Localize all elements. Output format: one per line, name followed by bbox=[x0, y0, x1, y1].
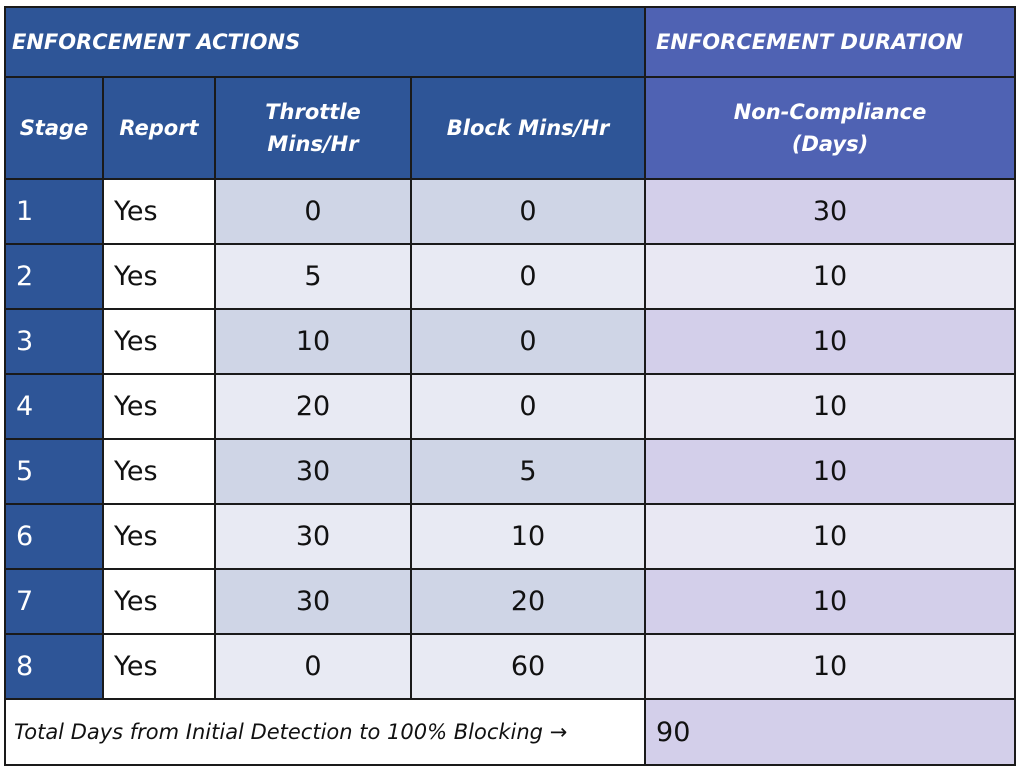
table-row bbox=[5, 634, 1015, 699]
days-cell: 10 bbox=[645, 439, 1015, 504]
table-row bbox=[5, 569, 1015, 634]
stage-cell: 3 bbox=[5, 309, 103, 374]
enforcement-table bbox=[4, 6, 1016, 766]
table-row bbox=[5, 439, 1015, 504]
throttle-cell: 20 bbox=[215, 374, 411, 439]
throttle-cell: 30 bbox=[215, 569, 411, 634]
throttle-header-line2: Mins/Hr bbox=[267, 132, 359, 156]
report-column-header: Report bbox=[103, 77, 215, 179]
stage-cell: 2 bbox=[5, 244, 103, 309]
throttle-cell: 5 bbox=[215, 244, 411, 309]
days-cell: 10 bbox=[645, 634, 1015, 699]
block-cell: 10 bbox=[411, 504, 645, 569]
stage-cell: 8 bbox=[5, 634, 103, 699]
noncompliance-header-line1: Non-Compliance bbox=[733, 100, 927, 124]
block-cell: 20 bbox=[411, 569, 645, 634]
noncompliance-header-line2: (Days) bbox=[791, 132, 869, 156]
throttle-cell: 30 bbox=[215, 439, 411, 504]
total-days-value: 90 bbox=[645, 699, 1015, 765]
stage-cell: 1 bbox=[5, 179, 103, 244]
stage-column-header: Stage bbox=[5, 77, 103, 179]
stage-cell: 5 bbox=[5, 439, 103, 504]
block-cell: 5 bbox=[411, 439, 645, 504]
block-cell: 0 bbox=[411, 244, 645, 309]
throttle-cell: 0 bbox=[215, 634, 411, 699]
block-column-header: Block Mins/Hr bbox=[411, 77, 645, 179]
table-row bbox=[5, 179, 1015, 244]
days-cell: 10 bbox=[645, 244, 1015, 309]
days-cell: 10 bbox=[645, 504, 1015, 569]
report-cell: Yes bbox=[103, 309, 215, 374]
throttle-cell: 0 bbox=[215, 179, 411, 244]
throttle-header-line1: Throttle bbox=[265, 100, 361, 124]
total-row bbox=[5, 699, 1015, 765]
days-cell: 10 bbox=[645, 309, 1015, 374]
throttle-column-header bbox=[215, 77, 411, 179]
arrow-right-icon: → bbox=[549, 720, 568, 744]
enforcement-actions-header: ENFORCEMENT ACTIONS bbox=[5, 7, 645, 77]
total-label: Total Days from Initial Detection to 100% Blocking bbox=[14, 720, 543, 744]
block-cell: 0 bbox=[411, 374, 645, 439]
stage-cell: 4 bbox=[5, 374, 103, 439]
table-row bbox=[5, 309, 1015, 374]
block-cell: 0 bbox=[411, 179, 645, 244]
throttle-cell: 10 bbox=[215, 309, 411, 374]
report-cell: Yes bbox=[103, 244, 215, 309]
report-cell: Yes bbox=[103, 179, 215, 244]
days-cell: 10 bbox=[645, 374, 1015, 439]
section-header-row bbox=[5, 7, 1015, 77]
noncompliance-column-header bbox=[645, 77, 1015, 179]
days-cell: 10 bbox=[645, 569, 1015, 634]
report-cell: Yes bbox=[103, 634, 215, 699]
total-label-cell bbox=[5, 699, 645, 765]
enforcement-duration-header: ENFORCEMENT DURATION bbox=[645, 7, 1015, 77]
throttle-cell: 30 bbox=[215, 504, 411, 569]
block-cell: 60 bbox=[411, 634, 645, 699]
report-cell: Yes bbox=[103, 504, 215, 569]
table-row bbox=[5, 244, 1015, 309]
report-cell: Yes bbox=[103, 569, 215, 634]
stage-cell: 7 bbox=[5, 569, 103, 634]
report-cell: Yes bbox=[103, 374, 215, 439]
block-cell: 0 bbox=[411, 309, 645, 374]
days-cell: 30 bbox=[645, 179, 1015, 244]
table-row bbox=[5, 374, 1015, 439]
stage-cell: 6 bbox=[5, 504, 103, 569]
report-cell: Yes bbox=[103, 439, 215, 504]
table-row bbox=[5, 504, 1015, 569]
column-header-row bbox=[5, 77, 1015, 179]
